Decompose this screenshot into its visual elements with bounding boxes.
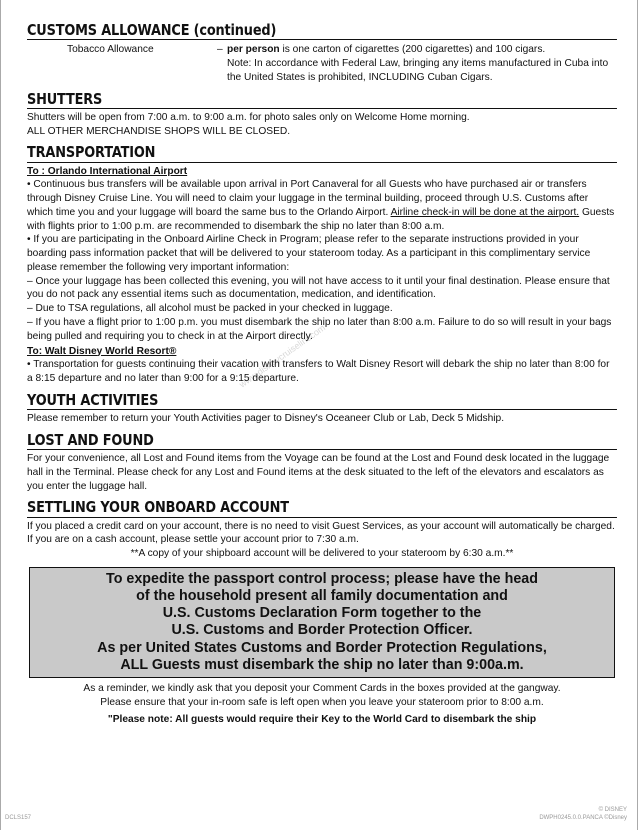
tobacco-text: is one carton of cigarettes (200 cigarettes) and 100 cigars.	[279, 44, 546, 56]
callout-line5: As per United States Customs and Border Protection Regulations,	[97, 639, 547, 656]
callout-line1: To expedite the passport control process; please have the head	[106, 570, 538, 587]
footer-copyright-top: © DISNEY	[598, 806, 627, 813]
shutters-heading: SHUTTERS	[27, 91, 617, 109]
callout-line2: of the household present all family documentation and	[136, 588, 508, 605]
transport-bullet2: – Due to TSA regulations, all alcohol must be packed in your checked in luggage.	[27, 303, 393, 315]
shutters-line1: Shutters will be open from 7:00 a.m. to 9:00 a.m. for photo sales only on Welcome Home morning.	[27, 111, 470, 123]
lost-found-text: For your convenience, all Lost and Found items from the Voyage can be found at the Lost and Found desk located in the luggage hall in the Terminal. Please check for any Lost and Found items at the desk situated to the left of the elevators and escalators as you enter the luggage hall.	[27, 453, 610, 492]
customs-heading: CUSTOMS ALLOWANCE (continued)	[27, 22, 617, 40]
onboard-account-text: If you placed a credit card on your account, there is no need to visit Guest Services, as your account will automatically be charged. If you are on a cash account, please settle your account prior to 7:30 a.m.	[27, 520, 615, 546]
callout-line6: ALL Guests must disembark the ship no later than 9:00a.m.	[120, 656, 524, 673]
page-content	[27, 22, 617, 727]
safe-reminder: Please ensure that your in-room safe is left open when you leave your stateroom prior to 8:00 a.m.	[100, 696, 544, 708]
watermark: www.disneycruiselinecom	[237, 322, 328, 390]
wdw-resort-heading: To: Walt Disney World Resort®	[27, 345, 177, 357]
tobacco-note: Note: In accordance with Federal Law, bringing any items manufactured in Cuba into the United States is prohibited, INCLUDING Cuban Cigars.	[227, 58, 609, 83]
callout-line4: U.S. Customs and Border Protection Officer.	[171, 622, 473, 639]
shipboard-account-note: **A copy of your shipboard account will be delivered to your stateroom by 6:30 a.m.**	[130, 548, 514, 560]
tobacco-details	[227, 43, 617, 84]
lost-found-heading: LOST AND FOUND	[27, 432, 617, 450]
closing-notes	[27, 682, 617, 727]
comment-cards-reminder: As a reminder, we kindly ask that you deposit your Comment Cards in the boxes provided at the gangway.	[83, 682, 561, 694]
transport-para1-a: • Continuous bus transfers will be available upon arrival in Port Canaveral for all Guests who have purchased air or transfers through Disney Cruise Line. You will need to claim your luggage in the terminal building, proceed through U.S. Customs after which time you and your luggage will board the same bus to the Orlando Airport.	[27, 179, 589, 218]
callout-line3: U.S. Customs Declaration Form together to the	[162, 605, 482, 622]
tobacco-dash: –	[217, 44, 223, 56]
onboard-account-heading: SETTLING YOUR ONBOARD ACCOUNT	[27, 499, 617, 517]
transport-para3: • Transportation for guests continuing their vacation with transfers to Walt Disney Resort will debark the ship no later than 8:00 for a 8:15 departure and no later than 9:00 for a 9:15 departure.	[27, 359, 610, 385]
airline-checkin-note: Airline check-in will be done at the airport.	[390, 206, 580, 218]
passport-control-callout	[29, 567, 615, 678]
youth-activities-text: Please remember to return your Youth Activities pager to Disney's Oceaneer Club or Lab, Deck 5 Midship.	[27, 413, 505, 425]
footer-copyright-bottom: DWPH0245.0.0.PANCA ©Disney	[539, 814, 627, 821]
transport-para1-b: Guests with flights prior to 1:00 p.m. are recommended to disembark the ship no later than 8:00 a.m.	[27, 206, 615, 232]
transport-bullet1: – Once your luggage has been collected this evening, you will not have access to it until your final destination. Please ensure that you do not pack any essential items such as documentation, medication, and identification.	[27, 275, 610, 301]
key-to-world-note: "Please note: All guests would require their Key to the World Card to disembark the ship	[107, 714, 537, 726]
footer-code: DCLS157	[5, 814, 32, 821]
transport-para2: • If you are participating in the Onboard Airline Check in Program; please refer to the separate instructions provided in your boarding pass information packet that will be delivered to your stateroom today. As a participant in this complimentary service please remember the following very important information:	[27, 234, 591, 273]
youth-activities-heading: YOUTH ACTIVITIES	[27, 392, 617, 410]
tobacco-allowance-row	[27, 43, 617, 84]
shutters-line2: ALL OTHER MERCHANDISE SHOPS WILL BE CLOSED.	[27, 125, 291, 137]
tobacco-label: Tobacco Allowance	[67, 44, 154, 56]
orlando-airport-heading: To : Orlando International Airport	[27, 165, 188, 177]
tobacco-lead: per person	[227, 44, 280, 56]
transport-para1	[27, 178, 617, 233]
transport-bullet3: – If you have a flight prior to 1:00 p.m. you must disembark the ship no later than 8:00 a.m. Failure to do so will result in your bags being pulled and requiring you to check in at the Airport directly.	[27, 317, 612, 342]
transportation-heading: TRANSPORTATION	[27, 144, 617, 162]
footer-copyright	[539, 806, 627, 822]
